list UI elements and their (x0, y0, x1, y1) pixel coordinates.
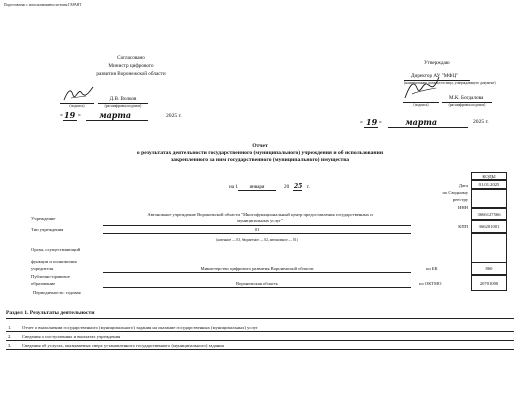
report-month: января (249, 184, 265, 190)
codes-header: КОДЫ (471, 172, 507, 180)
report-year-suffix: 25 (294, 183, 303, 190)
authority-label-1: Орган, осуществляющий (31, 247, 81, 252)
bk-code: 860 (471, 262, 507, 275)
kpp-code: 366201001 (471, 220, 507, 233)
periodicity: Периодичность: годовая (33, 290, 81, 295)
section-row-number: 3. (8, 343, 12, 348)
oktmo-code: 20701000 (471, 275, 507, 291)
agreement-date-close-quote: » (78, 112, 81, 118)
approval-date-open-quote: « (360, 119, 363, 125)
kpp-label: КПП (458, 224, 468, 229)
agreement-signature-caption: (подпись) (69, 104, 85, 108)
system-note: Подготовлено с использованием системы ГАРАНТ (4, 3, 82, 7)
approval-day: 19 (366, 117, 378, 127)
year-prefix: 20 (284, 184, 290, 190)
public-entity-label-2: образование (31, 281, 56, 286)
approval-year: 2025 г. (473, 119, 489, 125)
institution-name-1: Автономное учреждение Воронежской области "Многофункциональный центр предоставления государственных и (147, 212, 373, 217)
date-suffix: г. (307, 184, 310, 190)
approver-position-caption: (наименование должности лица, утверждающего документ) (404, 81, 496, 85)
bk-label: по БК (426, 266, 438, 271)
agreement-day: 19 (64, 110, 76, 120)
report-subtitle-2: закрепленного за ним государственного (муниципального) имущества (170, 157, 350, 163)
authority-value: Министерство цифрового развития Воронежской области (200, 266, 314, 271)
registry-label-1: по Сводному (442, 190, 468, 195)
inn-code: 3666127566 (471, 208, 507, 220)
date-label: Дата (458, 183, 468, 188)
agreement-signer-name: Д.В. Волков (109, 96, 137, 102)
type-value: 01 (254, 227, 260, 232)
date-prefix: на 1 (229, 184, 238, 190)
type-caption: (казенное — 03, бюджетное — 02, автономное — 01) (216, 238, 298, 242)
report-title: Отчет (252, 143, 268, 149)
agreement-year: 2025 г. (166, 113, 182, 119)
codes-empty (471, 233, 507, 262)
date-code: 01.01.2025 (471, 180, 507, 189)
agreement-signature (62, 86, 96, 104)
type-label: Тип учреждения (31, 227, 64, 232)
approval-signature (402, 74, 442, 102)
approver-signature-caption: (подпись) (413, 103, 429, 107)
inn-label: ИНН (458, 205, 468, 210)
agreed-heading: Согласовано (117, 55, 145, 61)
registry-label-2: реестру (452, 197, 468, 202)
section-row-text: Сведения о поступлениях и выплатах учреждения (22, 334, 121, 339)
approver-name-caption: (расшифровка подписи) (448, 103, 486, 107)
approval-date-close-quote: » (379, 119, 382, 125)
approval-month: марта (405, 117, 438, 127)
approved-heading: Утверждаю (424, 60, 450, 66)
section-row-number: 1. (8, 325, 12, 330)
public-entity-label-1: Публично-правовое (31, 274, 70, 279)
minister-line-1: Министр цифрового (108, 63, 154, 69)
report-subtitle-1: о результатах деятельности государственного (муниципального) учреждения и об использовании (136, 150, 384, 156)
authority-label-3: учредителя (31, 266, 54, 271)
approver-name: М.К. Богдалова (449, 95, 484, 101)
authority-label-2: функции и полномочия (31, 259, 77, 264)
agreement-month: марта (99, 110, 132, 120)
public-entity-value: Воронежская область (235, 281, 279, 286)
institution-name-2: муниципальных услуг" (237, 218, 283, 223)
agreement-date-open-quote: « (60, 112, 63, 118)
section-row-text: Отчет о выполнении государственного (муниципального) задания на оказание государственных (муниципальных) услуг (22, 325, 258, 330)
section-row-number: 2. (8, 334, 12, 339)
oktmo-label: по ОКТМО (419, 281, 442, 286)
approver-position: Директор АУ "МФЦ" (411, 73, 459, 79)
section-title: Раздел 1. Результаты деятельности (6, 310, 95, 316)
agreement-name-caption: (расшифровка подписи) (104, 104, 142, 108)
minister-line-2: развития Воронежской области (96, 71, 166, 77)
institution-label: Учреждение (31, 216, 56, 221)
registry-code (471, 189, 507, 208)
section-row-text: Сведения об услугах, оказываемых сверх установленного государственного (муниципального) задания (22, 343, 224, 348)
